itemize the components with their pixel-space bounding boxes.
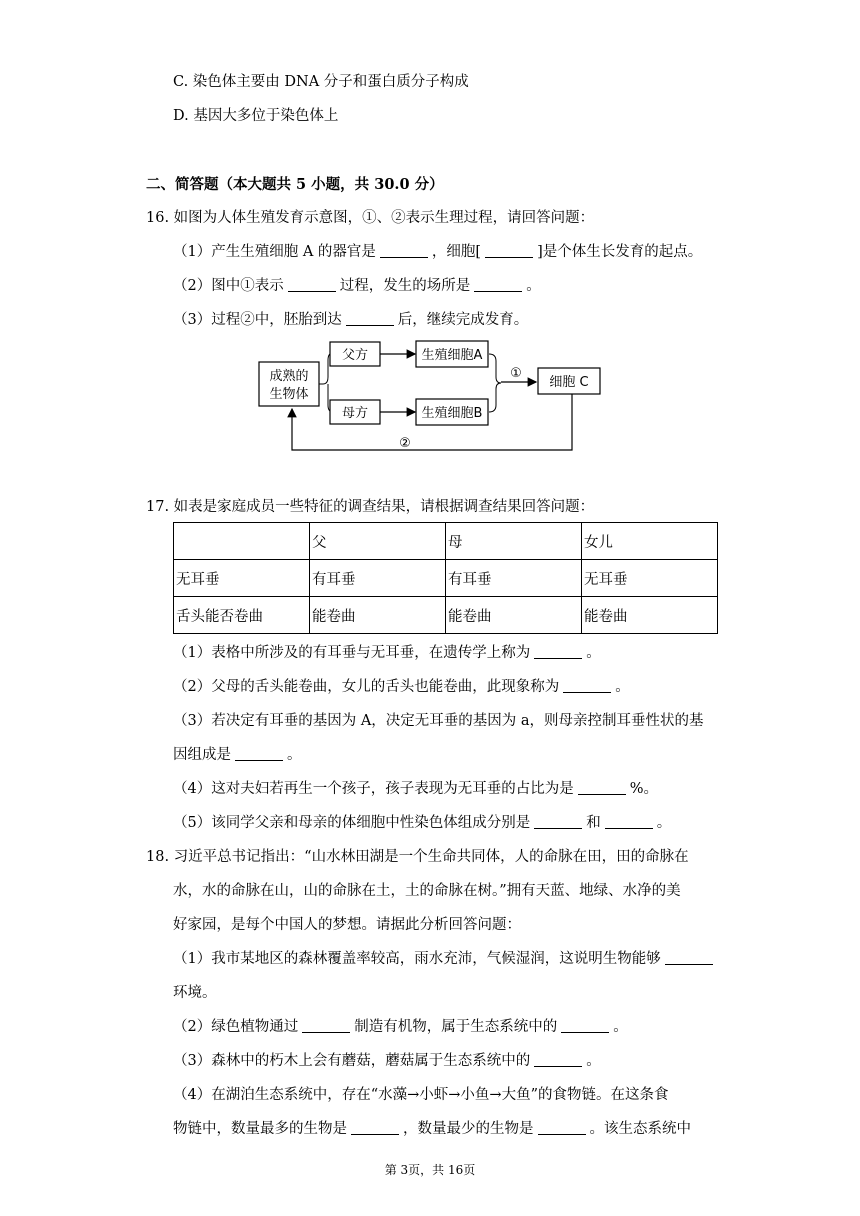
merge-brace (489, 354, 501, 412)
step-1-label: ① (510, 366, 522, 381)
answer-blank (605, 814, 653, 829)
q17-stem: 17. 如表是家庭成员一些特征的调查结果，请根据调查结果回答问题： (146, 499, 595, 515)
answer-blank (346, 311, 394, 326)
answer-blank (561, 1018, 609, 1033)
answer-blank (302, 1018, 350, 1033)
table-cell: 有耳垂 (310, 560, 446, 597)
answer-blank (351, 1120, 399, 1135)
q18-part3: （3）森林中的朽木上会有蘑菇，蘑菇属于生态系统中的 。 (173, 1053, 601, 1069)
q18-part2: （2）绿色植物通过 制造有机物，属于生态系统中的 。 (173, 1019, 628, 1035)
q17-part4: （4）这对夫妇若再生一个孩子，孩子表现为无耳垂的占比为是 %。 (173, 781, 659, 797)
table-cell: 舌头能否卷曲 (174, 597, 310, 634)
q18-part1: （1）我市某地区的森林覆盖率较高，雨水充沛，气候湿润，这说明生物能够 (173, 949, 717, 969)
table-cell: 父 (310, 523, 446, 560)
page-footer: 第 3页，共 16页 (384, 1163, 476, 1177)
q18-part1-cont: 环境。 (173, 985, 217, 1001)
answer-blank (474, 277, 522, 292)
q16-part1: （1）产生生殖细胞 A 的器官是 ，细胞[ ]是个体生长发育的起点。 (173, 244, 703, 260)
q17-part5: （5）该同学父亲和母亲的体细胞中性染色体组成分别是 和 。 (173, 815, 672, 831)
table-row (174, 560, 718, 597)
answer-blank (534, 1052, 582, 1067)
cell-c-label: 细胞 C (549, 375, 589, 390)
answer-blank (235, 746, 283, 761)
q17-part3: （3）若决定有耳垂的基因为 A，决定无耳垂的基因为 a，则母亲控制耳垂性状的基 (173, 713, 704, 729)
q18-part4: （4）在湖泊生态系统中，存在“水藻→小虾→小鱼→大鱼”的食物链。在这条食 (173, 1087, 669, 1103)
cell-a-label: 生殖细胞A (421, 348, 483, 363)
table-cell: 女儿 (582, 523, 718, 560)
reproduction-diagram (258, 337, 603, 457)
answer-blank (534, 814, 582, 829)
answer-blank (288, 277, 336, 292)
table-cell (174, 523, 310, 560)
q16-part3: （3）过程②中，胚胎到达 后，继续完成发育。 (173, 312, 529, 328)
organism-label-1: 成熟的 (269, 369, 309, 384)
table-cell: 能卷曲 (446, 597, 582, 634)
q18-stem-3: 好家园，是每个中国人的梦想。请据此分析回答问题： (173, 917, 521, 933)
q18-stem-1: 18. 习近平总书记指出：“山水林田湖是一个生命共同体，人的命脉在田，田的命脉在 (146, 849, 689, 865)
q17-part2: （2）父母的舌头能卷曲，女儿的舌头也能卷曲，此现象称为 。 (173, 679, 630, 695)
table-header-row (174, 523, 718, 560)
q16-part2: （2）图中①表示 过程，发生的场所是 。 (173, 278, 541, 294)
answer-blank (380, 243, 428, 258)
answer-blank (665, 950, 713, 965)
answer-blank (578, 780, 626, 795)
q18-part4-cont: 物链中，数量最多的生物是 ，数量最少的生物是 。该生态系统中 (173, 1121, 691, 1137)
table-cell: 母 (446, 523, 582, 560)
table-cell: 无耳垂 (174, 560, 310, 597)
organism-label-2: 生物体 (269, 387, 309, 402)
father-label: 父方 (341, 348, 369, 363)
answer-blank (538, 1120, 586, 1135)
mother-label: 母方 (341, 406, 369, 421)
answer-blank (534, 644, 582, 659)
option-d: D. 基因大多位于染色体上 (173, 108, 339, 124)
table-row (174, 597, 718, 634)
q17-part3-cont: 因组成是 。 (173, 747, 302, 763)
table-cell: 无耳垂 (582, 560, 718, 597)
answer-blank (485, 243, 533, 258)
step-2-label: ② (399, 436, 411, 451)
table-cell: 能卷曲 (310, 597, 446, 634)
section-title: 二、简答题（本大题共 5 小题，共 30.0 分） (146, 176, 444, 193)
table-cell: 能卷曲 (582, 597, 718, 634)
q17-part1: （1）表格中所涉及的有耳垂与无耳垂，在遗传学上称为 。 (173, 645, 601, 661)
answer-blank (563, 678, 611, 693)
option-c: C. 染色体主要由 DNA 分子和蛋白质分子构成 (173, 74, 469, 90)
table-cell: 有耳垂 (446, 560, 582, 597)
q16-stem: 16. 如图为人体生殖发育示意图，①、②表示生理过程，请回答问题： (146, 210, 595, 226)
cell-b-label: 生殖细胞B (421, 406, 483, 421)
q18-stem-2: 水，水的命脉在山，山的命脉在土，土的命脉在树。”拥有天蓝、地绿、水净的美 (173, 883, 681, 899)
family-traits-table (173, 522, 718, 634)
